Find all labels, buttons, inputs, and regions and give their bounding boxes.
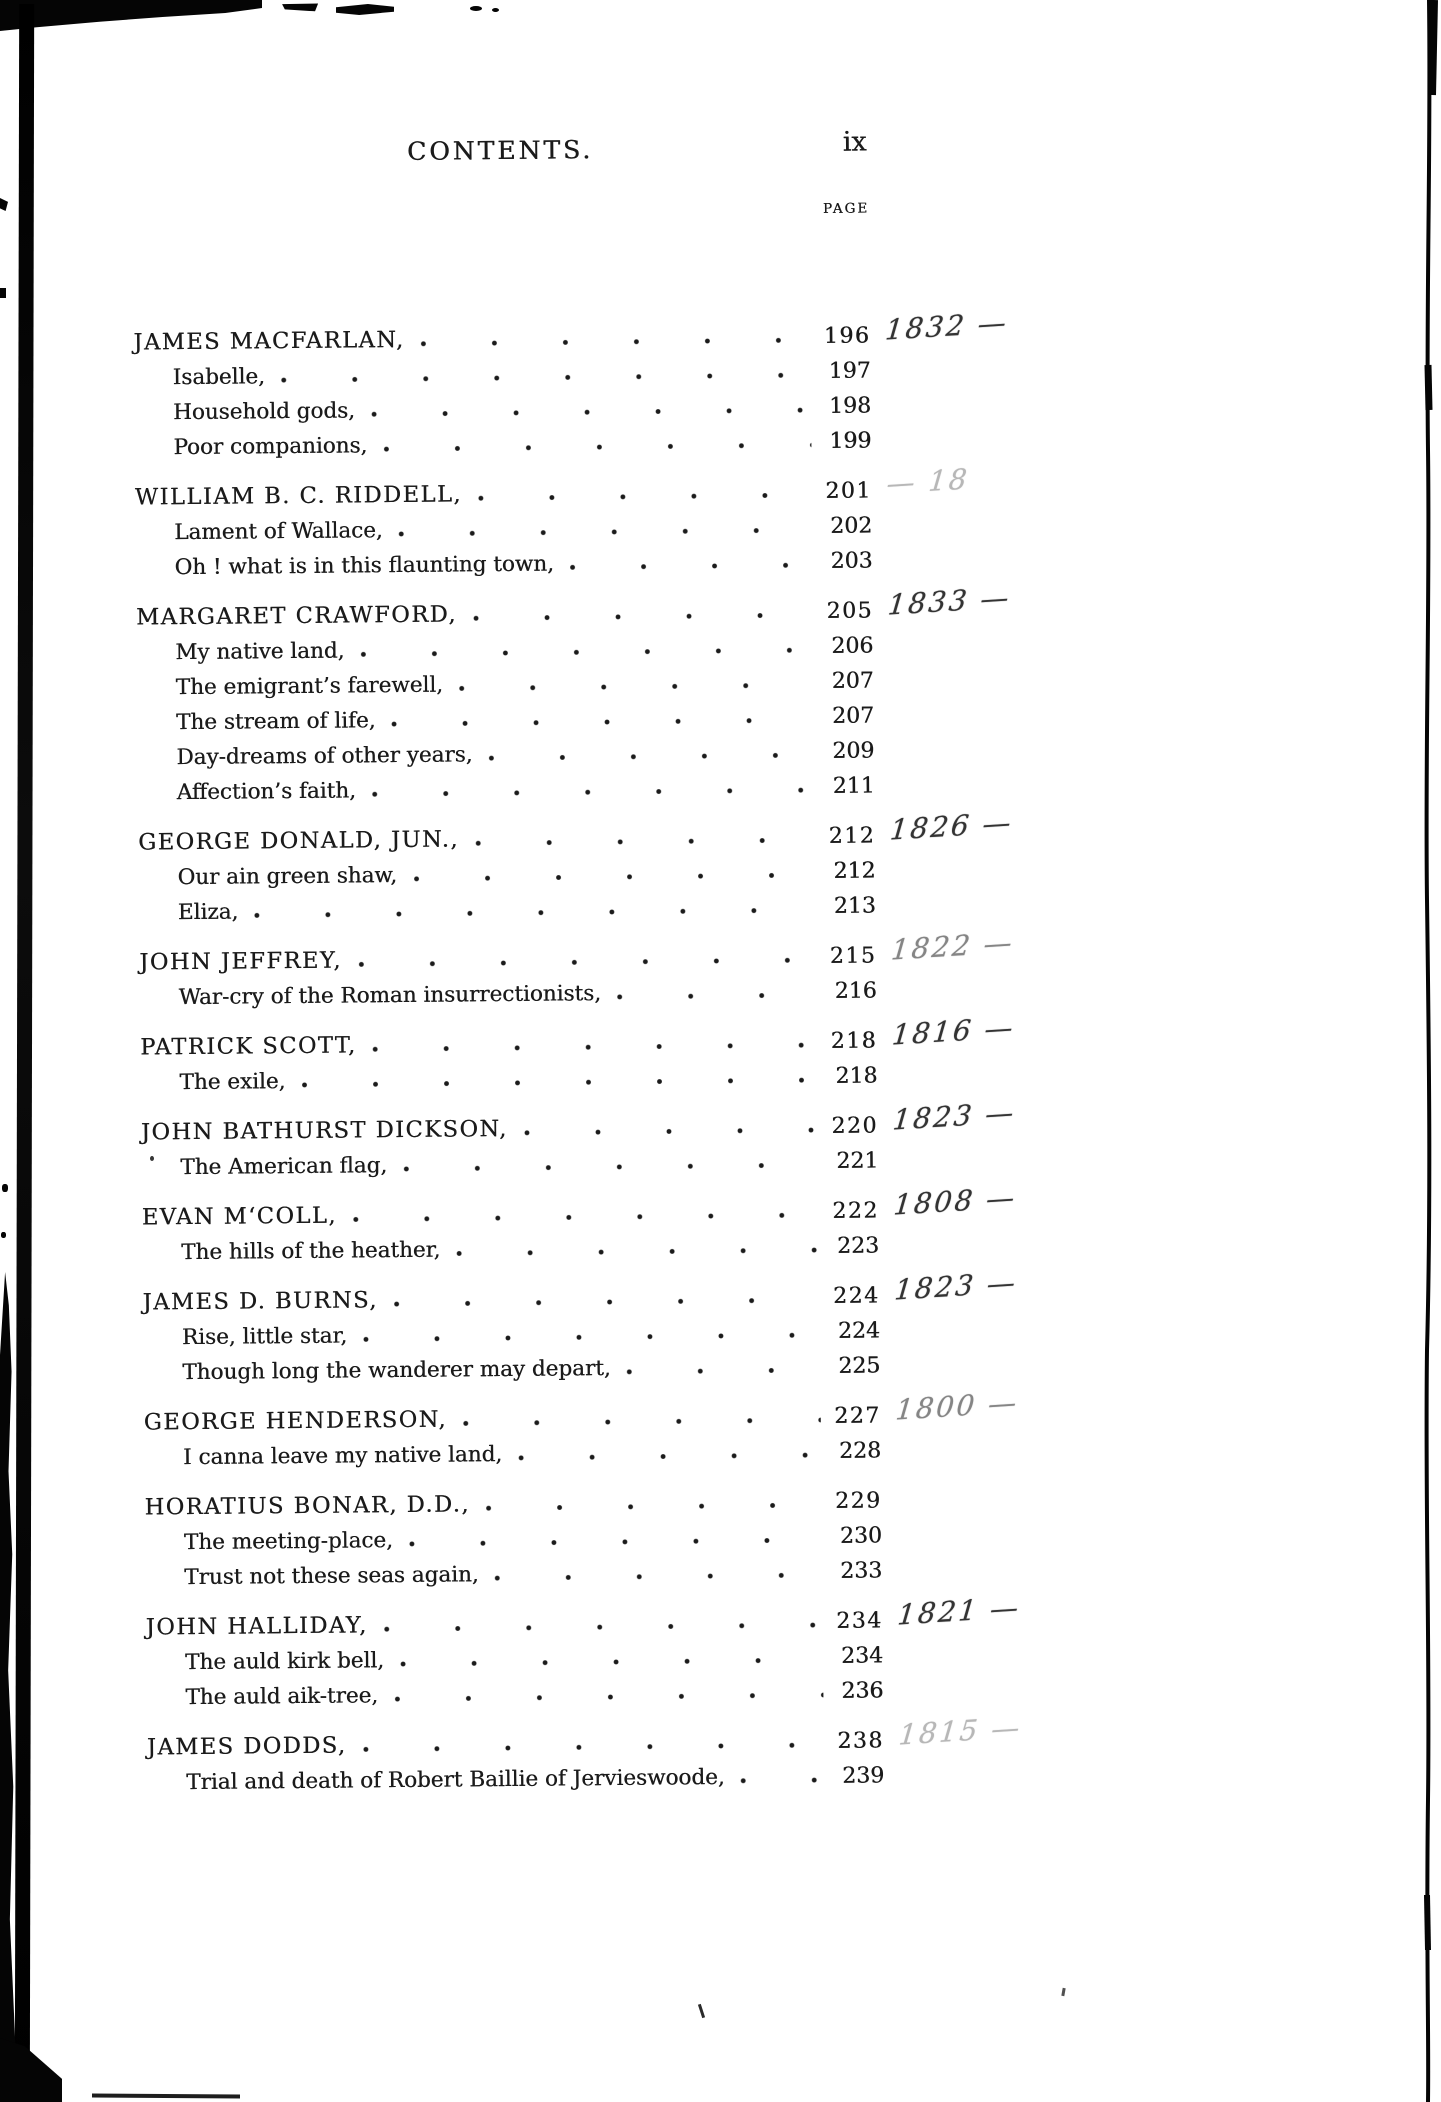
toc-entry-row bbox=[147, 1758, 884, 1800]
dot-leader bbox=[391, 716, 814, 728]
toc-page-number: 223 bbox=[836, 1233, 880, 1259]
toc-page-number: 224 bbox=[832, 1283, 880, 1309]
toc-work-title: Trial and death of Robert Baillie of Jervieswoode, bbox=[186, 1764, 725, 1796]
page-title: CONTENTS. bbox=[406, 135, 594, 166]
dot-leader bbox=[421, 336, 811, 348]
dot-leader bbox=[478, 491, 812, 502]
dot-leader bbox=[524, 1126, 818, 1137]
scan-artifact-ink-fleck bbox=[698, 2004, 705, 2018]
toc-entry-row bbox=[138, 768, 875, 810]
toc-work-title: Affection’s faith, bbox=[176, 778, 356, 806]
page-number-folio: ix bbox=[842, 126, 867, 158]
scan-artifact-bottom-left-blob bbox=[0, 2034, 62, 2102]
toc-page-number: 211 bbox=[832, 773, 875, 799]
toc-entry-row bbox=[141, 1143, 878, 1185]
toc-page-number: 225 bbox=[838, 1353, 881, 1379]
handwritten-year-annotation: 1832 — bbox=[883, 305, 1010, 347]
scan-artifact-left-edge-bar bbox=[15, 4, 34, 2102]
toc-page-number: 216 bbox=[834, 978, 877, 1004]
toc-work-title: Day-dreams of other years, bbox=[176, 742, 473, 771]
dot-leader bbox=[360, 646, 813, 658]
toc-author-name: WILLIAM B. C. RIDDELL, bbox=[134, 481, 463, 511]
handwritten-year-annotation: 1823 — bbox=[891, 1095, 1018, 1137]
toc-work-title: Though long the wanderer may depart, bbox=[182, 1356, 611, 1386]
dot-leader bbox=[459, 681, 814, 692]
dot-leader bbox=[413, 871, 816, 883]
toc-page-number: 218 bbox=[835, 1063, 878, 1089]
toc-work-title: The hills of the heather, bbox=[181, 1237, 441, 1266]
toc-entry-row bbox=[144, 1433, 881, 1475]
dot-leader bbox=[475, 836, 815, 847]
dot-leader bbox=[373, 1041, 818, 1053]
dot-leader bbox=[353, 1211, 819, 1223]
toc-page-number: 197 bbox=[828, 358, 871, 384]
dot-leader bbox=[371, 406, 811, 418]
dot-leader bbox=[403, 1161, 818, 1173]
handwritten-year-annotation: 1815 — bbox=[897, 1710, 1024, 1752]
toc-page-number: 229 bbox=[834, 1488, 882, 1514]
toc-work-title: The auld aik-tree, bbox=[185, 1683, 379, 1711]
toc-author-name: HORATIUS BONAR, D.D., bbox=[144, 1491, 471, 1521]
dot-leader bbox=[627, 1366, 821, 1376]
dot-leader bbox=[518, 1451, 821, 1462]
toc-author-name: JOHN BATHURST DICKSON, bbox=[140, 1115, 508, 1146]
toc-page-number: 196 bbox=[823, 323, 871, 349]
handwritten-year-annotation: 1816 — bbox=[890, 1010, 1017, 1052]
handwritten-year-annotation: 1808 — bbox=[892, 1180, 1019, 1222]
toc-page-number: 233 bbox=[840, 1558, 883, 1584]
dot-leader bbox=[488, 751, 814, 762]
toc-author-name: PATRICK SCOTT, bbox=[140, 1032, 357, 1061]
dot-leader bbox=[741, 1776, 825, 1785]
handwritten-year-annotation: 1823 — bbox=[893, 1265, 1020, 1307]
toc-entry-row bbox=[146, 1673, 883, 1715]
toc-page-number: 209 bbox=[832, 738, 875, 764]
page-content bbox=[130, 0, 1024, 2003]
toc-page-number: 203 bbox=[830, 548, 873, 574]
toc-page-number: 215 bbox=[829, 943, 877, 969]
toc-entry-row bbox=[140, 1058, 877, 1100]
toc-work-title: I canna leave my native land, bbox=[182, 1442, 503, 1471]
toc-page-number: 207 bbox=[831, 668, 874, 694]
scan-artifact-ink-fleck bbox=[1061, 1988, 1065, 1996]
toc-page-number: 227 bbox=[834, 1403, 881, 1429]
scan-artifact-left-tick bbox=[2, 1184, 8, 1192]
dot-leader bbox=[400, 1656, 823, 1668]
dot-leader bbox=[394, 1691, 823, 1703]
dot-leader bbox=[254, 906, 816, 919]
toc-work-title: The meeting-place, bbox=[183, 1528, 394, 1556]
toc-page-number: 213 bbox=[833, 893, 876, 919]
toc-author-name: MARGARET CRAWFORD, bbox=[135, 601, 458, 631]
toc-entry-row bbox=[135, 543, 872, 585]
toc-author-name: JAMES DODDS, bbox=[146, 1732, 347, 1761]
toc-work-title: Isabelle, bbox=[172, 364, 266, 391]
toc-author-name: JOHN JEFFREY, bbox=[139, 947, 343, 976]
toc-author-name: GEORGE DONALD, JUN., bbox=[138, 826, 460, 856]
toc-page-number: 212 bbox=[828, 823, 876, 849]
dot-leader bbox=[409, 1536, 822, 1548]
toc-page-number: 224 bbox=[837, 1318, 881, 1344]
handwritten-year-annotation: 1833 — bbox=[886, 580, 1013, 622]
toc-entry-row bbox=[143, 1348, 880, 1390]
dot-leader bbox=[617, 991, 817, 1001]
toc-page-number: 220 bbox=[831, 1113, 879, 1139]
toc-page-number: 218 bbox=[830, 1028, 878, 1054]
toc-page-number: 239 bbox=[842, 1763, 885, 1789]
dot-leader bbox=[399, 526, 813, 538]
dot-leader bbox=[301, 1076, 817, 1089]
toc-page-number: 234 bbox=[840, 1643, 884, 1669]
dot-leader bbox=[394, 1296, 820, 1308]
toc-page-number: 207 bbox=[831, 703, 875, 729]
toc-work-title: Lament of Wallace, bbox=[174, 518, 383, 546]
toc-page-number: 234 bbox=[836, 1608, 883, 1634]
toc-page-number: 222 bbox=[832, 1198, 879, 1224]
toc-work-title: Rise, little star, bbox=[181, 1323, 348, 1351]
toc-page-number: 212 bbox=[833, 858, 876, 884]
dot-leader bbox=[281, 371, 811, 384]
toc-entry-row bbox=[134, 423, 871, 465]
scan-artifact-bottom-streak bbox=[92, 2093, 240, 2098]
dot-leader bbox=[570, 561, 813, 571]
toc-page-number: 202 bbox=[830, 513, 873, 539]
toc-entry-row bbox=[145, 1553, 882, 1595]
toc-page-number: 228 bbox=[838, 1438, 882, 1464]
toc-work-title: Our ain green shaw, bbox=[177, 863, 398, 891]
toc-work-title: The exile, bbox=[179, 1069, 286, 1096]
toc-page-number: 236 bbox=[841, 1678, 884, 1704]
toc-page-number: 205 bbox=[826, 598, 874, 624]
handwritten-year-annotation: — 18 bbox=[885, 462, 971, 501]
dot-leader bbox=[363, 1331, 820, 1343]
scan-artifact-left-tick bbox=[1, 1232, 6, 1238]
dot-leader bbox=[486, 1501, 822, 1512]
toc-work-title: The emigrant’s farewell, bbox=[175, 672, 444, 701]
page-column-label: PAGE bbox=[822, 200, 870, 217]
dot-leader bbox=[473, 611, 813, 622]
toc-work-title: My native land, bbox=[175, 638, 345, 666]
toc-entry-row bbox=[140, 973, 877, 1015]
toc-author-name: GEORGE HENDERSON, bbox=[143, 1406, 448, 1436]
scan-artifact-left-tick bbox=[0, 198, 8, 211]
toc-work-title: War-cry of the Roman insurrectionists, bbox=[178, 981, 602, 1011]
toc-author-name: JAMES MACFARLAN, bbox=[133, 326, 405, 356]
handwritten-year-annotation: 1826 — bbox=[888, 805, 1015, 847]
toc-author-name: EVAN M‘COLL, bbox=[141, 1202, 338, 1231]
dot-leader bbox=[456, 1246, 819, 1257]
toc-page-number: 198 bbox=[828, 393, 872, 419]
dot-leader bbox=[372, 786, 815, 798]
scan-artifact-right-edge-line bbox=[1416, 0, 1441, 2102]
scan-artifact-left-tick bbox=[0, 288, 6, 298]
toc-page-number: 206 bbox=[831, 633, 874, 659]
toc-work-title: The American flag, bbox=[180, 1153, 388, 1181]
dot-leader bbox=[383, 441, 811, 453]
toc-page-number: 230 bbox=[839, 1523, 883, 1549]
dot-leader bbox=[384, 1621, 823, 1633]
toc-work-title: The stream of life, bbox=[175, 708, 376, 736]
toc-work-title: Eliza, bbox=[177, 899, 239, 926]
toc-work-title: Trust not these seas again, bbox=[184, 1562, 479, 1591]
dot-leader bbox=[358, 956, 816, 968]
handwritten-year-annotation: 1822 — bbox=[889, 925, 1016, 967]
table-of-contents bbox=[133, 305, 1024, 1800]
toc-entry-row bbox=[139, 888, 876, 930]
toc-work-title: Oh ! what is in this flaunting town, bbox=[174, 551, 555, 581]
dot-leader bbox=[495, 1571, 823, 1582]
toc-entry-row bbox=[142, 1228, 879, 1270]
handwritten-year-annotation: 1800 — bbox=[894, 1385, 1021, 1427]
toc-page-number: 201 bbox=[825, 478, 872, 504]
dot-leader bbox=[463, 1416, 821, 1427]
dot-leader bbox=[363, 1741, 824, 1753]
toc-work-title: The auld kirk bell, bbox=[184, 1648, 385, 1676]
handwritten-year-annotation: 1821 — bbox=[896, 1590, 1023, 1632]
toc-page-number: 199 bbox=[829, 428, 872, 454]
toc-work-title: Household gods, bbox=[172, 398, 356, 426]
toc-author-name: JAMES D. BURNS, bbox=[142, 1287, 378, 1316]
toc-author-name: JOHN HALLIDAY, bbox=[145, 1612, 368, 1641]
toc-work-title: Poor companions, bbox=[173, 433, 368, 461]
toc-page-number: 221 bbox=[836, 1148, 879, 1174]
toc-page-number: 238 bbox=[837, 1728, 884, 1754]
